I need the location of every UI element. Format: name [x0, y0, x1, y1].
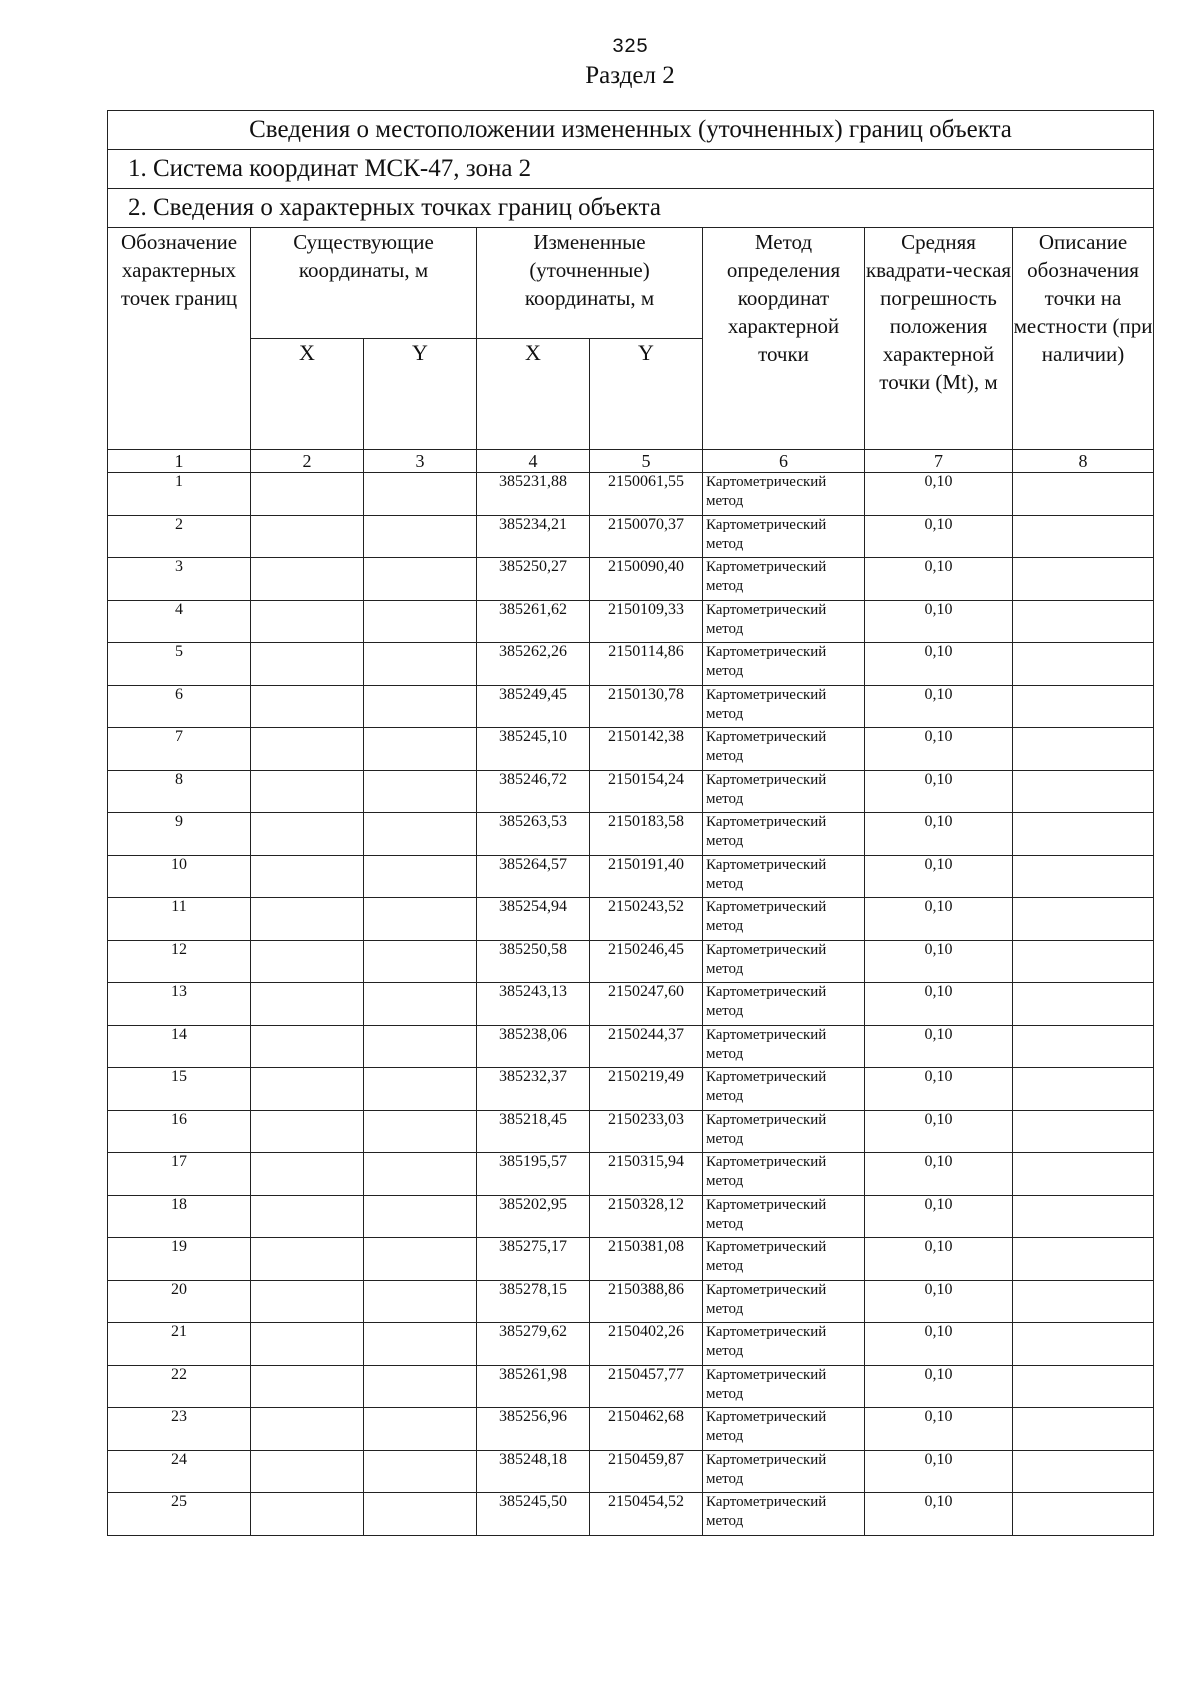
column-number: 2	[251, 450, 364, 473]
existing-y-cell	[364, 855, 477, 898]
error-cell: 0,10	[865, 1153, 1013, 1196]
description-cell	[1013, 1323, 1154, 1366]
description-cell	[1013, 940, 1154, 983]
changed-x-cell: 385250,27	[477, 558, 590, 601]
description-cell	[1013, 983, 1154, 1026]
existing-y-cell	[364, 813, 477, 856]
header-existing-coords: Существующие координаты, м	[251, 228, 477, 339]
description-cell	[1013, 1493, 1154, 1536]
existing-x-cell	[251, 1365, 364, 1408]
changed-y-cell: 2150142,38	[590, 728, 703, 771]
table-row	[108, 600, 1154, 643]
existing-x-cell	[251, 1153, 364, 1196]
changed-y-cell: 2150328,12	[590, 1195, 703, 1238]
method-cell: Картометрический метод	[703, 770, 865, 813]
method-cell: Картометрический метод	[703, 813, 865, 856]
existing-x-cell	[251, 898, 364, 941]
description-cell	[1013, 1195, 1154, 1238]
error-cell: 0,10	[865, 1068, 1013, 1111]
error-cell: 0,10	[865, 1280, 1013, 1323]
existing-y-cell	[364, 685, 477, 728]
changed-y-cell: 2150462,68	[590, 1408, 703, 1451]
point-number: 10	[108, 855, 251, 898]
description-cell	[1013, 1153, 1154, 1196]
existing-x-cell	[251, 515, 364, 558]
error-cell: 0,10	[865, 1408, 1013, 1451]
method-cell: Картометрический метод	[703, 1365, 865, 1408]
method-cell: Картометрический метод	[703, 1195, 865, 1238]
table-row	[108, 1408, 1154, 1451]
changed-x-cell: 385202,95	[477, 1195, 590, 1238]
description-cell	[1013, 558, 1154, 601]
method-cell: Картометрический метод	[703, 898, 865, 941]
changed-y-cell: 2150381,08	[590, 1238, 703, 1281]
existing-y-cell	[364, 770, 477, 813]
table-row	[108, 515, 1154, 558]
existing-y-cell	[364, 983, 477, 1026]
column-number: 5	[590, 450, 703, 473]
changed-x-cell: 385261,98	[477, 1365, 590, 1408]
header-method: Метод определения координат характерной точки	[703, 228, 865, 450]
table-row	[108, 898, 1154, 941]
method-cell: Картометрический метод	[703, 1238, 865, 1281]
changed-y-cell: 2150219,49	[590, 1068, 703, 1111]
existing-x-cell	[251, 813, 364, 856]
existing-x-cell	[251, 558, 364, 601]
changed-x-cell: 385261,62	[477, 600, 590, 643]
error-cell: 0,10	[865, 983, 1013, 1026]
changed-y-cell: 2150109,33	[590, 600, 703, 643]
method-cell: Картометрический метод	[703, 1408, 865, 1451]
table-title: Сведения о местоположении измененных (уточненных) границ объекта	[108, 111, 1154, 150]
changed-x-cell: 385254,94	[477, 898, 590, 941]
description-cell	[1013, 898, 1154, 941]
existing-y-cell	[364, 1153, 477, 1196]
page-number: 325	[611, 36, 648, 59]
changed-x-cell: 385256,96	[477, 1408, 590, 1451]
table-row	[108, 1025, 1154, 1068]
table-row	[108, 473, 1154, 516]
changed-y-cell: 2150315,94	[590, 1153, 703, 1196]
existing-y-cell	[364, 643, 477, 686]
changed-x-cell: 385264,57	[477, 855, 590, 898]
existing-y-cell	[364, 898, 477, 941]
method-cell: Картометрический метод	[703, 515, 865, 558]
existing-y-cell	[364, 1068, 477, 1111]
header-changed-x: X	[477, 339, 590, 450]
changed-x-cell: 385279,62	[477, 1323, 590, 1366]
table-row	[108, 1280, 1154, 1323]
table-row	[108, 558, 1154, 601]
changed-y-cell: 2150246,45	[590, 940, 703, 983]
table-row	[108, 1238, 1154, 1281]
changed-y-cell: 2150457,77	[590, 1365, 703, 1408]
header-existing-x: X	[251, 339, 364, 450]
existing-x-cell	[251, 1068, 364, 1111]
error-cell: 0,10	[865, 600, 1013, 643]
description-cell	[1013, 1110, 1154, 1153]
description-cell	[1013, 643, 1154, 686]
point-number: 19	[108, 1238, 251, 1281]
description-cell	[1013, 813, 1154, 856]
changed-y-cell: 2150233,03	[590, 1110, 703, 1153]
changed-x-cell: 385250,58	[477, 940, 590, 983]
method-cell: Картометрический метод	[703, 1450, 865, 1493]
table-row	[108, 685, 1154, 728]
existing-x-cell	[251, 770, 364, 813]
table-row	[108, 855, 1154, 898]
method-cell: Картометрический метод	[703, 1025, 865, 1068]
existing-y-cell	[364, 600, 477, 643]
existing-y-cell	[364, 1408, 477, 1451]
changed-x-cell: 385245,50	[477, 1493, 590, 1536]
error-cell: 0,10	[865, 1238, 1013, 1281]
description-cell	[1013, 1365, 1154, 1408]
point-number: 12	[108, 940, 251, 983]
table-row	[108, 1323, 1154, 1366]
existing-x-cell	[251, 1323, 364, 1366]
existing-x-cell	[251, 940, 364, 983]
header-changed-y: Y	[590, 339, 703, 450]
point-number: 9	[108, 813, 251, 856]
changed-x-cell: 385243,13	[477, 983, 590, 1026]
changed-y-cell: 2150061,55	[590, 473, 703, 516]
changed-x-cell: 385246,72	[477, 770, 590, 813]
changed-x-cell: 385195,57	[477, 1153, 590, 1196]
existing-y-cell	[364, 1493, 477, 1536]
error-cell: 0,10	[865, 898, 1013, 941]
method-cell: Картометрический метод	[703, 685, 865, 728]
method-cell: Картометрический метод	[703, 1493, 865, 1536]
error-cell: 0,10	[865, 515, 1013, 558]
existing-x-cell	[251, 1238, 364, 1281]
table-row	[108, 983, 1154, 1026]
existing-y-cell	[364, 515, 477, 558]
point-number: 20	[108, 1280, 251, 1323]
method-cell: Картометрический метод	[703, 643, 865, 686]
method-cell: Картометрический метод	[703, 473, 865, 516]
point-number: 1	[108, 473, 251, 516]
changed-x-cell: 385238,06	[477, 1025, 590, 1068]
description-cell	[1013, 600, 1154, 643]
method-cell: Картометрический метод	[703, 855, 865, 898]
table-row	[108, 1450, 1154, 1493]
error-cell: 0,10	[865, 685, 1013, 728]
changed-y-cell: 2150402,26	[590, 1323, 703, 1366]
changed-x-cell: 385263,53	[477, 813, 590, 856]
table-row	[108, 770, 1154, 813]
error-cell: 0,10	[865, 1025, 1013, 1068]
method-cell: Картометрический метод	[703, 940, 865, 983]
error-cell: 0,10	[865, 813, 1013, 856]
existing-x-cell	[251, 1280, 364, 1323]
column-number: 3	[364, 450, 477, 473]
point-number: 15	[108, 1068, 251, 1111]
header-description: Описание обозначения точки на местности (при наличии)	[1013, 228, 1154, 450]
description-cell	[1013, 1068, 1154, 1111]
existing-x-cell	[251, 1450, 364, 1493]
error-cell: 0,10	[865, 940, 1013, 983]
method-cell: Картометрический метод	[703, 983, 865, 1026]
point-number: 25	[108, 1493, 251, 1536]
changed-y-cell: 2150191,40	[590, 855, 703, 898]
existing-x-cell	[251, 1408, 364, 1451]
description-cell	[1013, 770, 1154, 813]
existing-y-cell	[364, 940, 477, 983]
point-number: 7	[108, 728, 251, 771]
changed-y-cell: 2150154,24	[590, 770, 703, 813]
section-title: Раздел 2	[585, 62, 675, 89]
changed-y-cell: 2150388,86	[590, 1280, 703, 1323]
changed-y-cell: 2150247,60	[590, 983, 703, 1026]
existing-x-cell	[251, 855, 364, 898]
existing-y-cell	[364, 1450, 477, 1493]
error-cell: 0,10	[865, 1493, 1013, 1536]
point-number: 24	[108, 1450, 251, 1493]
description-cell	[1013, 515, 1154, 558]
existing-x-cell	[251, 685, 364, 728]
point-number: 2	[108, 515, 251, 558]
column-number: 7	[865, 450, 1013, 473]
table-row	[108, 728, 1154, 771]
point-number: 13	[108, 983, 251, 1026]
changed-x-cell: 385218,45	[477, 1110, 590, 1153]
existing-x-cell	[251, 1110, 364, 1153]
point-number: 22	[108, 1365, 251, 1408]
error-cell: 0,10	[865, 1110, 1013, 1153]
existing-y-cell	[364, 473, 477, 516]
changed-y-cell: 2150454,52	[590, 1493, 703, 1536]
table-row	[108, 1493, 1154, 1536]
table-row	[108, 643, 1154, 686]
changed-x-cell: 385248,18	[477, 1450, 590, 1493]
point-number: 8	[108, 770, 251, 813]
coordinate-system: 1. Система координат МСК-47, зона 2	[108, 150, 1154, 189]
existing-x-cell	[251, 600, 364, 643]
existing-y-cell	[364, 1110, 477, 1153]
method-cell: Картометрический метод	[703, 1068, 865, 1111]
point-number: 18	[108, 1195, 251, 1238]
table-row	[108, 813, 1154, 856]
method-cell: Картометрический метод	[703, 1153, 865, 1196]
error-cell: 0,10	[865, 1365, 1013, 1408]
existing-y-cell	[364, 728, 477, 771]
point-number: 4	[108, 600, 251, 643]
error-cell: 0,10	[865, 728, 1013, 771]
method-cell: Картометрический метод	[703, 1280, 865, 1323]
description-cell	[1013, 1408, 1154, 1451]
changed-y-cell: 2150459,87	[590, 1450, 703, 1493]
table-row	[108, 1365, 1154, 1408]
changed-x-cell: 385262,26	[477, 643, 590, 686]
changed-y-cell: 2150183,58	[590, 813, 703, 856]
table-row	[108, 940, 1154, 983]
column-number: 1	[108, 450, 251, 473]
method-cell: Картометрический метод	[703, 600, 865, 643]
existing-y-cell	[364, 1025, 477, 1068]
changed-x-cell: 385249,45	[477, 685, 590, 728]
description-cell	[1013, 1025, 1154, 1068]
existing-y-cell	[364, 1195, 477, 1238]
method-cell: Картометрический метод	[703, 728, 865, 771]
error-cell: 0,10	[865, 1323, 1013, 1366]
description-cell	[1013, 855, 1154, 898]
changed-y-cell: 2150244,37	[590, 1025, 703, 1068]
description-cell	[1013, 1280, 1154, 1323]
changed-x-cell: 385231,88	[477, 473, 590, 516]
error-cell: 0,10	[865, 558, 1013, 601]
header-error: Средняя квадрати-ческая погрешность положения характерной точки (Mt), м	[865, 228, 1013, 450]
changed-x-cell: 385234,21	[477, 515, 590, 558]
method-cell: Картометрический метод	[703, 1323, 865, 1366]
existing-x-cell	[251, 1195, 364, 1238]
changed-y-cell: 2150070,37	[590, 515, 703, 558]
point-number: 14	[108, 1025, 251, 1068]
point-number: 6	[108, 685, 251, 728]
existing-x-cell	[251, 643, 364, 686]
column-number-row	[108, 450, 1154, 473]
error-cell: 0,10	[865, 1450, 1013, 1493]
error-cell: 0,10	[865, 770, 1013, 813]
existing-y-cell	[364, 558, 477, 601]
boundary-points-table	[107, 110, 1154, 1536]
error-cell: 0,10	[865, 473, 1013, 516]
changed-x-cell: 385278,15	[477, 1280, 590, 1323]
existing-y-cell	[364, 1323, 477, 1366]
changed-y-cell: 2150243,52	[590, 898, 703, 941]
changed-y-cell: 2150130,78	[590, 685, 703, 728]
point-number: 16	[108, 1110, 251, 1153]
changed-x-cell: 385245,10	[477, 728, 590, 771]
description-cell	[1013, 728, 1154, 771]
point-number: 21	[108, 1323, 251, 1366]
existing-x-cell	[251, 1025, 364, 1068]
point-number: 3	[108, 558, 251, 601]
column-number: 6	[703, 450, 865, 473]
point-number: 11	[108, 898, 251, 941]
existing-y-cell	[364, 1280, 477, 1323]
changed-x-cell: 385275,17	[477, 1238, 590, 1281]
method-cell: Картометрический метод	[703, 1110, 865, 1153]
method-cell: Картометрический метод	[703, 558, 865, 601]
point-number: 17	[108, 1153, 251, 1196]
existing-y-cell	[364, 1365, 477, 1408]
existing-y-cell	[364, 1238, 477, 1281]
existing-x-cell	[251, 983, 364, 1026]
error-cell: 0,10	[865, 1195, 1013, 1238]
point-number: 5	[108, 643, 251, 686]
changed-y-cell: 2150114,86	[590, 643, 703, 686]
header-changed-coords: Измененные (уточненные) координаты, м	[477, 228, 703, 339]
description-cell	[1013, 1238, 1154, 1281]
header-existing-y: Y	[364, 339, 477, 450]
table-row	[108, 1195, 1154, 1238]
changed-x-cell: 385232,37	[477, 1068, 590, 1111]
description-cell	[1013, 685, 1154, 728]
error-cell: 0,10	[865, 643, 1013, 686]
table-row	[108, 1153, 1154, 1196]
description-cell	[1013, 473, 1154, 516]
column-number: 8	[1013, 450, 1154, 473]
points-heading: 2. Сведения о характерных точках границ объекта	[108, 189, 1154, 228]
column-number: 4	[477, 450, 590, 473]
header-point-id: Обозначение характерных точек границ	[108, 228, 251, 450]
description-cell	[1013, 1450, 1154, 1493]
existing-x-cell	[251, 728, 364, 771]
changed-y-cell: 2150090,40	[590, 558, 703, 601]
existing-x-cell	[251, 1493, 364, 1536]
existing-x-cell	[251, 473, 364, 516]
error-cell: 0,10	[865, 855, 1013, 898]
table-row	[108, 1068, 1154, 1111]
table-row	[108, 1110, 1154, 1153]
point-number: 23	[108, 1408, 251, 1451]
